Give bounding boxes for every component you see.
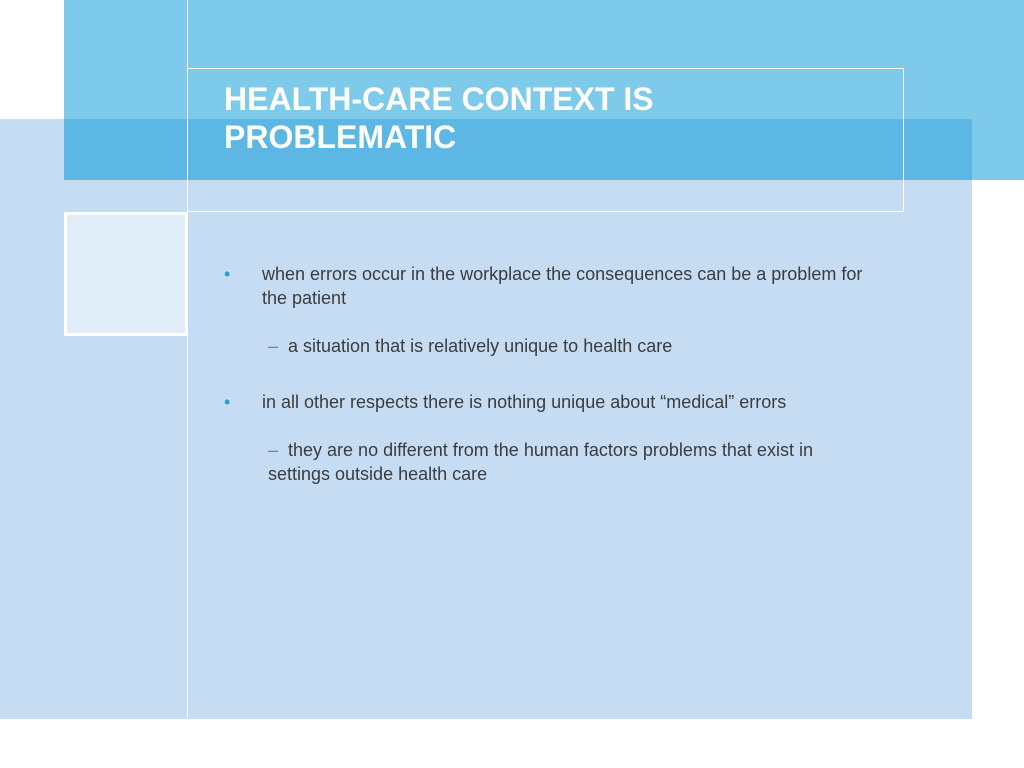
sub-bullet-marker: – bbox=[268, 336, 279, 356]
slide-content bbox=[224, 262, 864, 486]
bullet-item bbox=[224, 390, 864, 414]
bullet-item bbox=[224, 262, 864, 310]
decorative-square bbox=[64, 212, 188, 336]
bullet-marker: • bbox=[224, 264, 231, 284]
sub-bullet-text: they are no different from the human factors problems that exist in settings outside health care bbox=[268, 440, 813, 484]
sub-bullet-marker: – bbox=[268, 440, 279, 460]
slide-title: HEALTH-CARE CONTEXT IS PROBLEMATIC bbox=[224, 81, 654, 155]
bullet-text: when errors occur in the workplace the consequences can be a problem for the patient bbox=[262, 264, 863, 308]
bullet-marker: • bbox=[224, 392, 231, 412]
left-panel-decoration bbox=[0, 119, 64, 719]
sub-bullet-item bbox=[224, 334, 864, 358]
bullet-text: in all other respects there is nothing unique about “medical” errors bbox=[262, 392, 787, 412]
sub-bullet-item bbox=[224, 438, 864, 486]
sub-bullet-text: a situation that is relatively unique to health care bbox=[288, 336, 673, 356]
